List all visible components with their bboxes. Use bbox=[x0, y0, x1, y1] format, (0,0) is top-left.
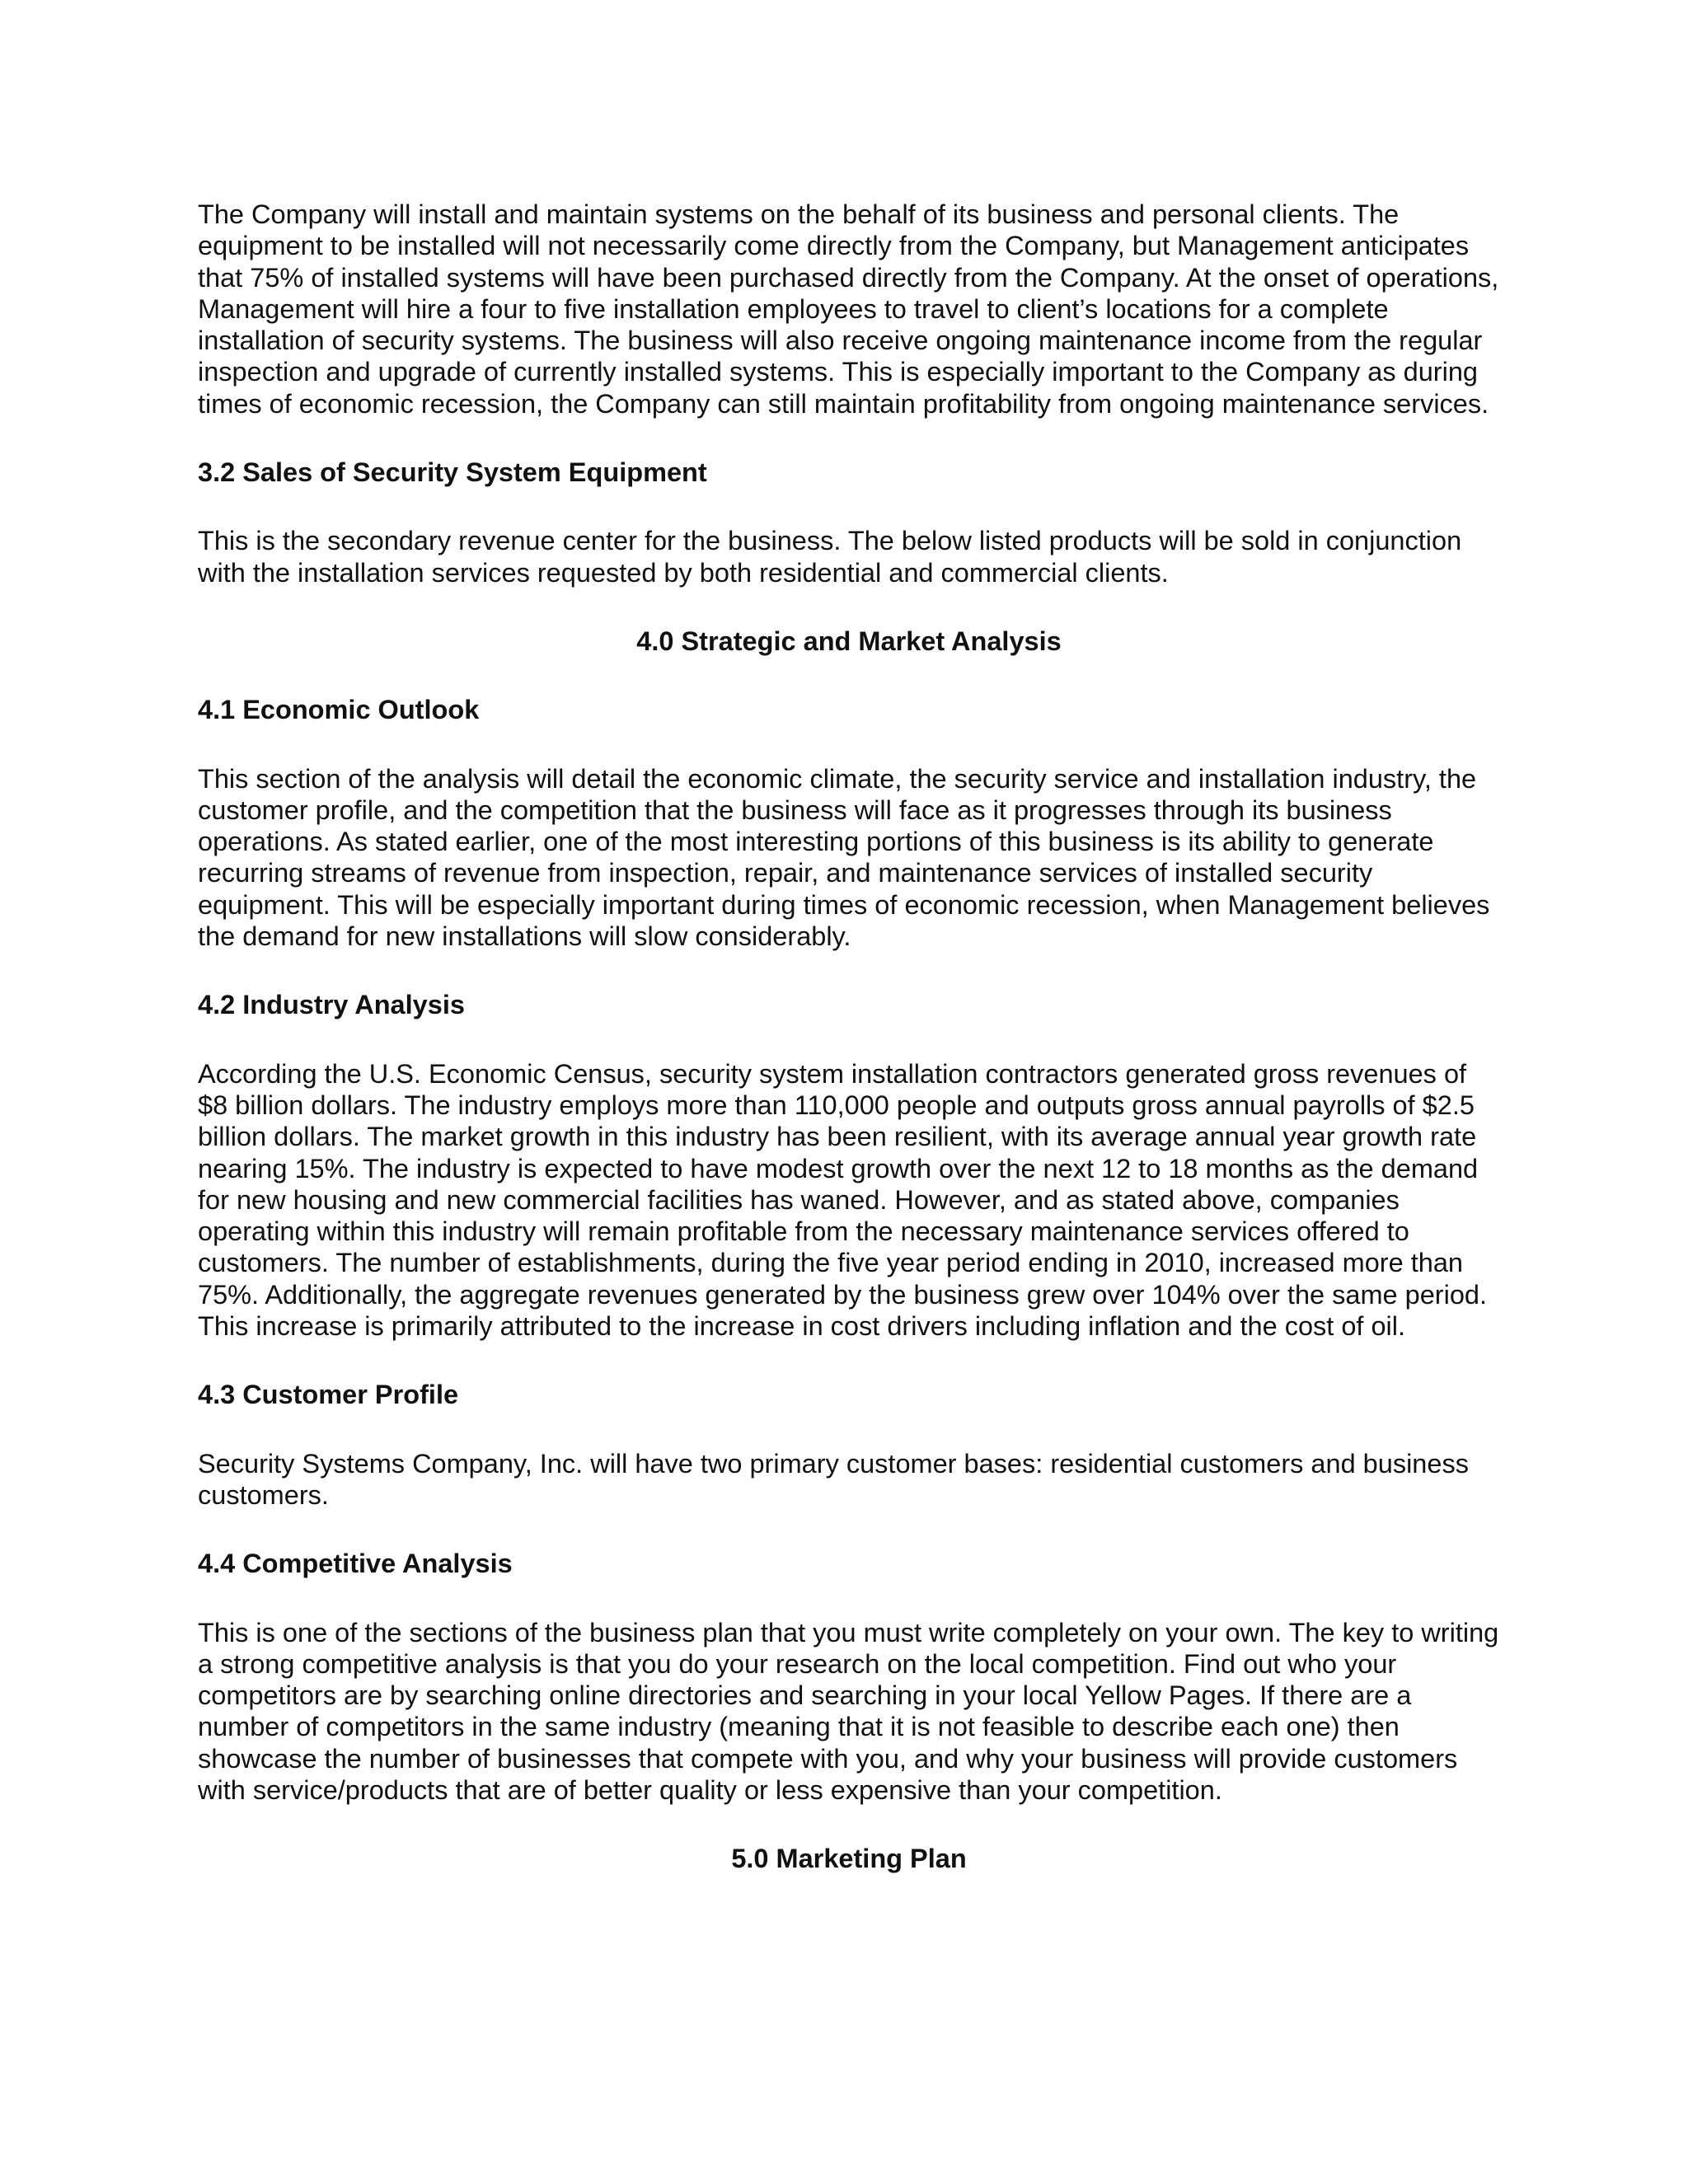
section-4-2-body: According the U.S. Economic Census, security system installation contractors generated gross revenues of $8 billion dollars. The industry employs more than 110,000 people and outputs gross annual payrolls of $2.5 billion dollars. The market growth in this industry has been resilient, with its average annual year growth rate nearing 15%. The industry is expected to have modest growth over the next 12 to 18 months as the demand for new housing and new commercial facilities has waned. However, and as stated above, companies operating within this industry will remain profitable from the necessary maintenance services offered to customers. The number of establishments, during the five year period ending in 2010, increased more than 75%. Additionally, the aggregate revenues generated by the business grew over 104% over the same period. This increase is primarily attributed to the increase in cost drivers including inflation and the cost of oil. bbox=[198, 1058, 1487, 1342]
section-3-2-heading: 3.2 Sales of Security System Equipment bbox=[198, 457, 707, 488]
section-4-3-body: Security Systems Company, Inc. will have two primary customer bases: residential customers and business customers. bbox=[198, 1448, 1469, 1510]
section-4-4-body: This is one of the sections of the business plan that you must write completely on your own. The key to writing a strong competitive analysis is that you do your research on the local competition. Find out who your competitors are by searching online directories and searching in your local Yellow Pages. If there are a number of competitors in the same industry (meaning that it is not feasible to describe each one) then showcase the number of businesses that compete with you, and why your business will provide customers with service/products that are of better quality or less expensive than your competition. bbox=[198, 1617, 1499, 1805]
section-4-2-heading: 4.2 Industry Analysis bbox=[198, 990, 465, 1020]
section-4-1-heading: 4.1 Economic Outlook bbox=[198, 695, 480, 725]
intro-paragraph: The Company will install and maintain systems on the behalf of its business and personal clients. The equipment to be installed will not necessarily come directly from the Company, but Management anticipates that 75% of installed systems will have been purchased directly from the Company. At the onset of operations, Management will hire a four to five installation employees to travel to client’s locations for a complete installation of security systems. The business will also receive ongoing maintenance income from the regular inspection and upgrade of currently installed systems. This is especially important to the Company as during times of economic recession, the Company can still maintain profitability from ongoing maintenance services. bbox=[198, 199, 1499, 419]
section-3-2-body: This is the secondary revenue center for the business. The below listed products will be sold in conjunction with the installation services requested by both residential and commercial clients. bbox=[198, 526, 1462, 588]
section-4-3-heading: 4.3 Customer Profile bbox=[198, 1380, 459, 1410]
section-4-0-heading: 4.0 Strategic and Market Analysis bbox=[636, 626, 1062, 656]
section-4-1-body: This section of the analysis will detail the economic climate, the security service and installation industry, the customer profile, and the competition that the business will face as it progresses through its business operations. As stated earlier, one of the most interesting portions of this business is its ability to generate recurring streams of revenue from inspection, repair, and maintenance services of installed security equipment. This will be especially important during times of economic recession, when Management believes the demand for new installations will slow considerably. bbox=[198, 763, 1490, 952]
section-5-0-heading: 5.0 Marketing Plan bbox=[731, 1844, 967, 1874]
document-page bbox=[198, 199, 1500, 1912]
section-4-4-heading: 4.4 Competitive Analysis bbox=[198, 1549, 513, 1579]
